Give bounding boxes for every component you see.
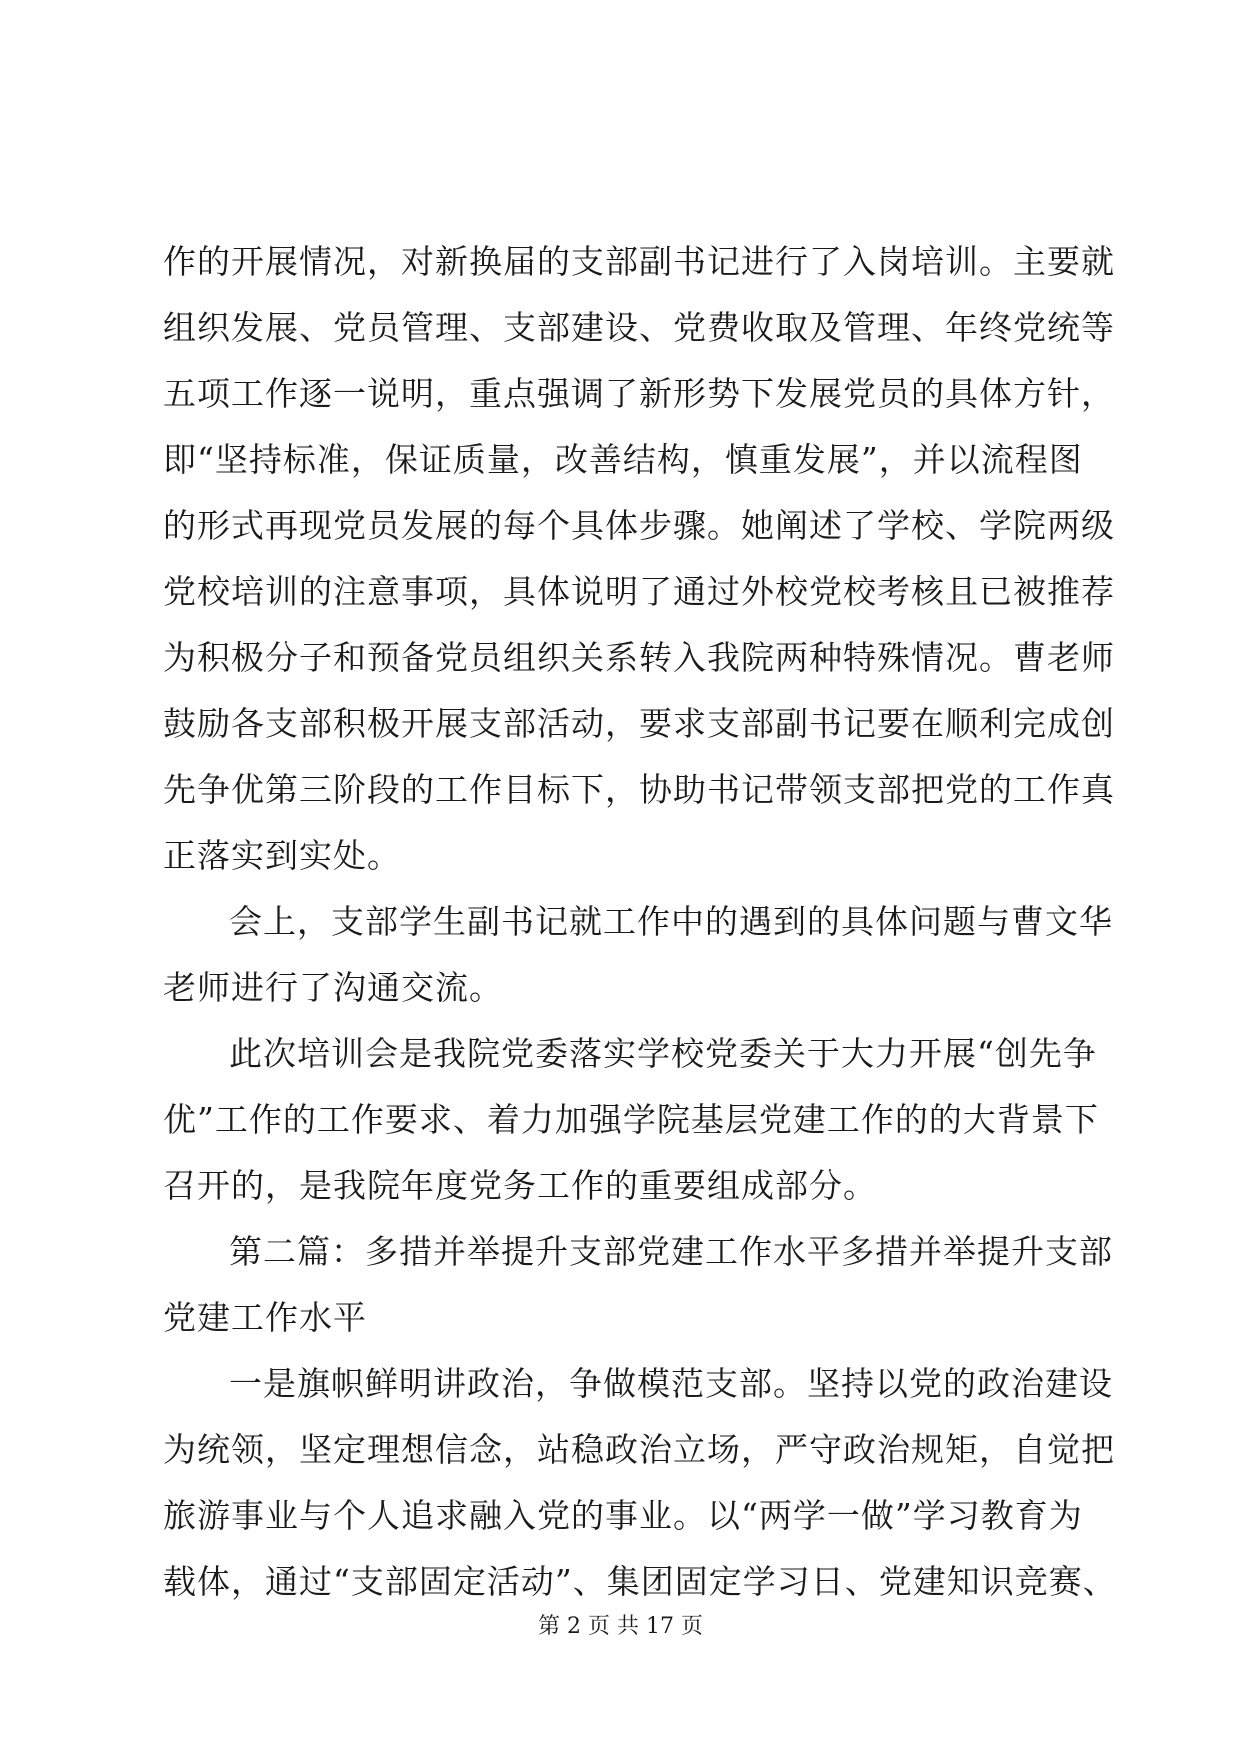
paragraph-start-line: 会上，支部学生副书记就工作中的遇到的具体问题与曹文华 xyxy=(229,902,1113,941)
section-heading-line: 党建工作水平 xyxy=(163,1298,367,1337)
paragraph-start-line: 此次培训会是我院党委落实学校党委关于大力开展“创先争 xyxy=(229,1034,1097,1073)
text-line: 的形式再现党员发展的每个具体步骤。她阐述了学校、学院两级 xyxy=(163,506,1115,545)
text-line: 党校培训的注意事项，具体说明了通过外校党校考核且已被推荐 xyxy=(163,572,1115,611)
text-line: 作的开展情况，对新换届的支部副书记进行了入岗培训。主要就 xyxy=(163,242,1115,281)
text-line: 旅游事业与个人追求融入党的事业。以“两学一做”学习教育为 xyxy=(163,1496,1083,1535)
text-line: 老师进行了沟通交流。 xyxy=(163,968,503,1007)
paragraph-start-line: 一是旗帜鲜明讲政治，争做模范支部。坚持以党的政治建设 xyxy=(229,1364,1113,1403)
text-line: 为积极分子和预备党员组织关系转入我院两种特殊情况。曹老师 xyxy=(163,638,1115,677)
page-number-footer: 第 2 页 共 17 页 xyxy=(538,1614,703,1639)
text-line: 即“坚持标准，保证质量，改善结构，慎重发展”，并以流程图 xyxy=(163,440,1083,479)
text-line: 正落实到实处。 xyxy=(163,836,401,875)
text-line: 载体，通过“支部固定活动”、集团固定学习日、党建知识竞赛、 xyxy=(163,1562,1117,1601)
text-line: 优”工作的工作要求、着力加强学院基层党建工作的的大背景下 xyxy=(163,1100,1099,1139)
section-heading-line: 第二篇：多措并举提升支部党建工作水平多措并举提升支部 xyxy=(229,1232,1113,1271)
body-text xyxy=(163,229,1117,1615)
text-line: 召开的，是我院年度党务工作的重要组成部分。 xyxy=(163,1166,877,1205)
text-line: 先争优第三阶段的工作目标下，协助书记带领支部把党的工作真 xyxy=(163,770,1115,809)
text-line: 五项工作逐一说明，重点强调了新形势下发展党员的具体方针， xyxy=(163,374,1115,413)
text-line: 为统领，坚定理想信念，站稳政治立场，严守政治规矩，自觉把 xyxy=(163,1430,1115,1469)
text-line: 组织发展、党员管理、支部建设、党费收取及管理、年终党统等 xyxy=(163,308,1115,347)
text-line: 鼓励各支部积极开展支部活动，要求支部副书记要在顺利完成创 xyxy=(163,704,1115,743)
